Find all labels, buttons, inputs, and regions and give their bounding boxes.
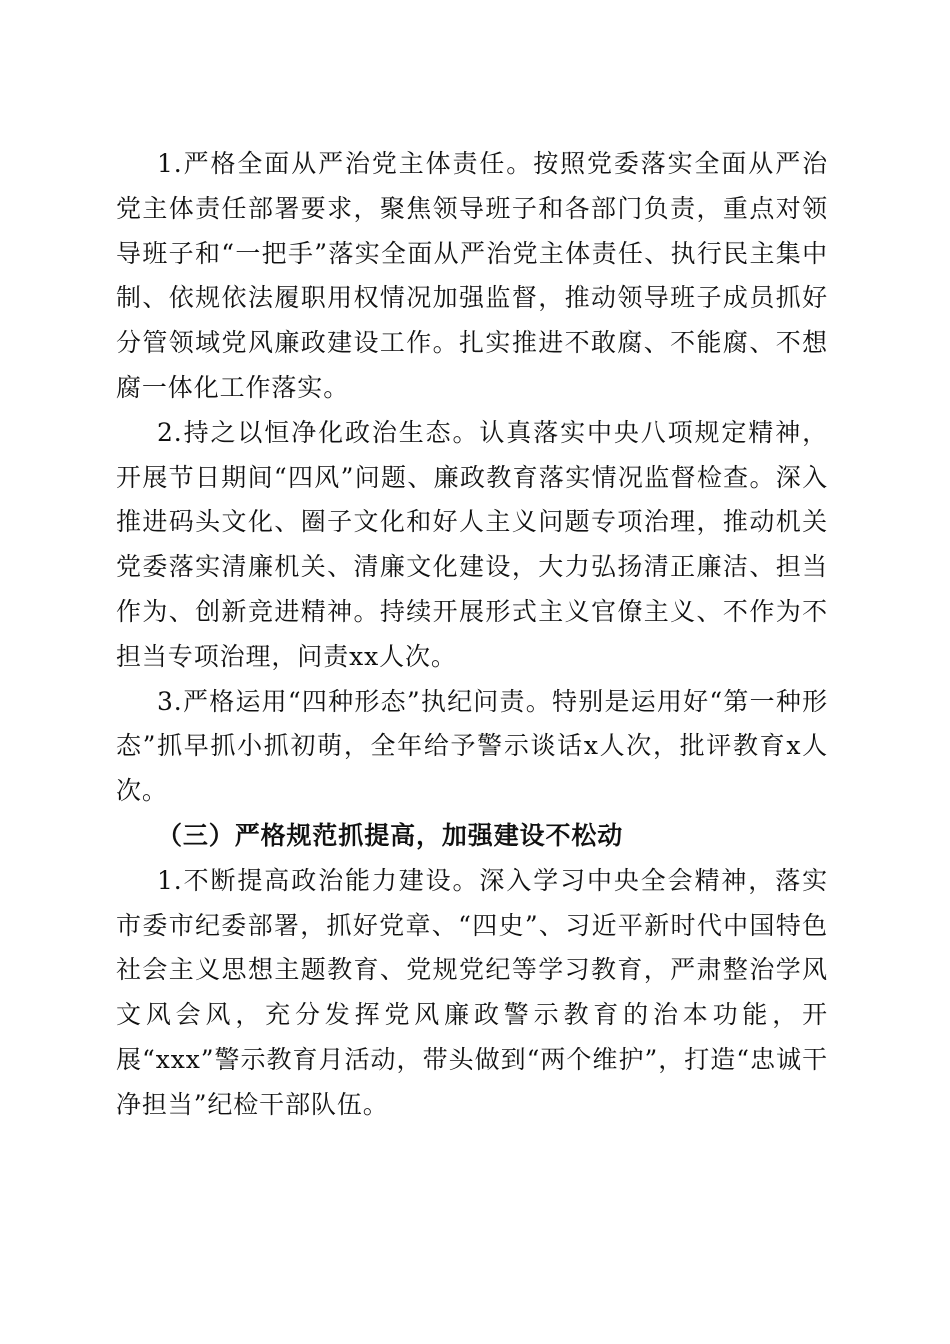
paragraph-four-forms: 3.严格运用“四种形态”执纪问责。特别是运用好“第一种形态”抓早抓小抓初萌，全年给予警示谈话x人次，批评教育x人次。 (116, 686, 828, 806)
document-body (116, 142, 828, 1128)
paragraph-political-ecology: 2.持之以恒净化政治生态。认真落实中央八项规定精神，开展节日期间“四风”问题、廉政教育落实情况监督检查。深入推进码头文化、圈子文化和好人主义问题专项治理，推动机关党委落实清廉机关、清廉文化建设，大力弘扬清正廉洁、担当作为、创新竞进精神。持续开展形式主义官僚主义、不作为不担当专项治理，问责xx人次。 (116, 417, 828, 671)
paragraph-political-ability: 1.不断提高政治能力建设。深入学习中央全会精神，落实市委市纪委部署，抓好党章、“四史”、习近平新时代中国特色社会主义思想主题教育、党规党纪等学习教育，严肃整治学风文风会风，充分发挥党风廉政警示教育的治本功能，开展“xxx”警示教育月活动，带头做到“两个维护”，打造“忠诚干净担当”纪检干部队伍。 (116, 865, 828, 1119)
paragraph-responsibility: 1.严格全面从严治党主体责任。按照党委落实全面从严治党主体责任部署要求，聚焦领导班子和各部门负责，重点对领导班子和“一把手”落实全面从严治党主体责任、执行民主集中制、依规依法履职用权情况加强监督，推动领导班子成员抓好分管领域党风廉政建设工作。扎实推进不敢腐、不能腐、不想腐一体化工作落实。 (116, 149, 828, 402)
section-heading-three: （三）严格规范抓提高，加强建设不松动 (157, 820, 624, 850)
